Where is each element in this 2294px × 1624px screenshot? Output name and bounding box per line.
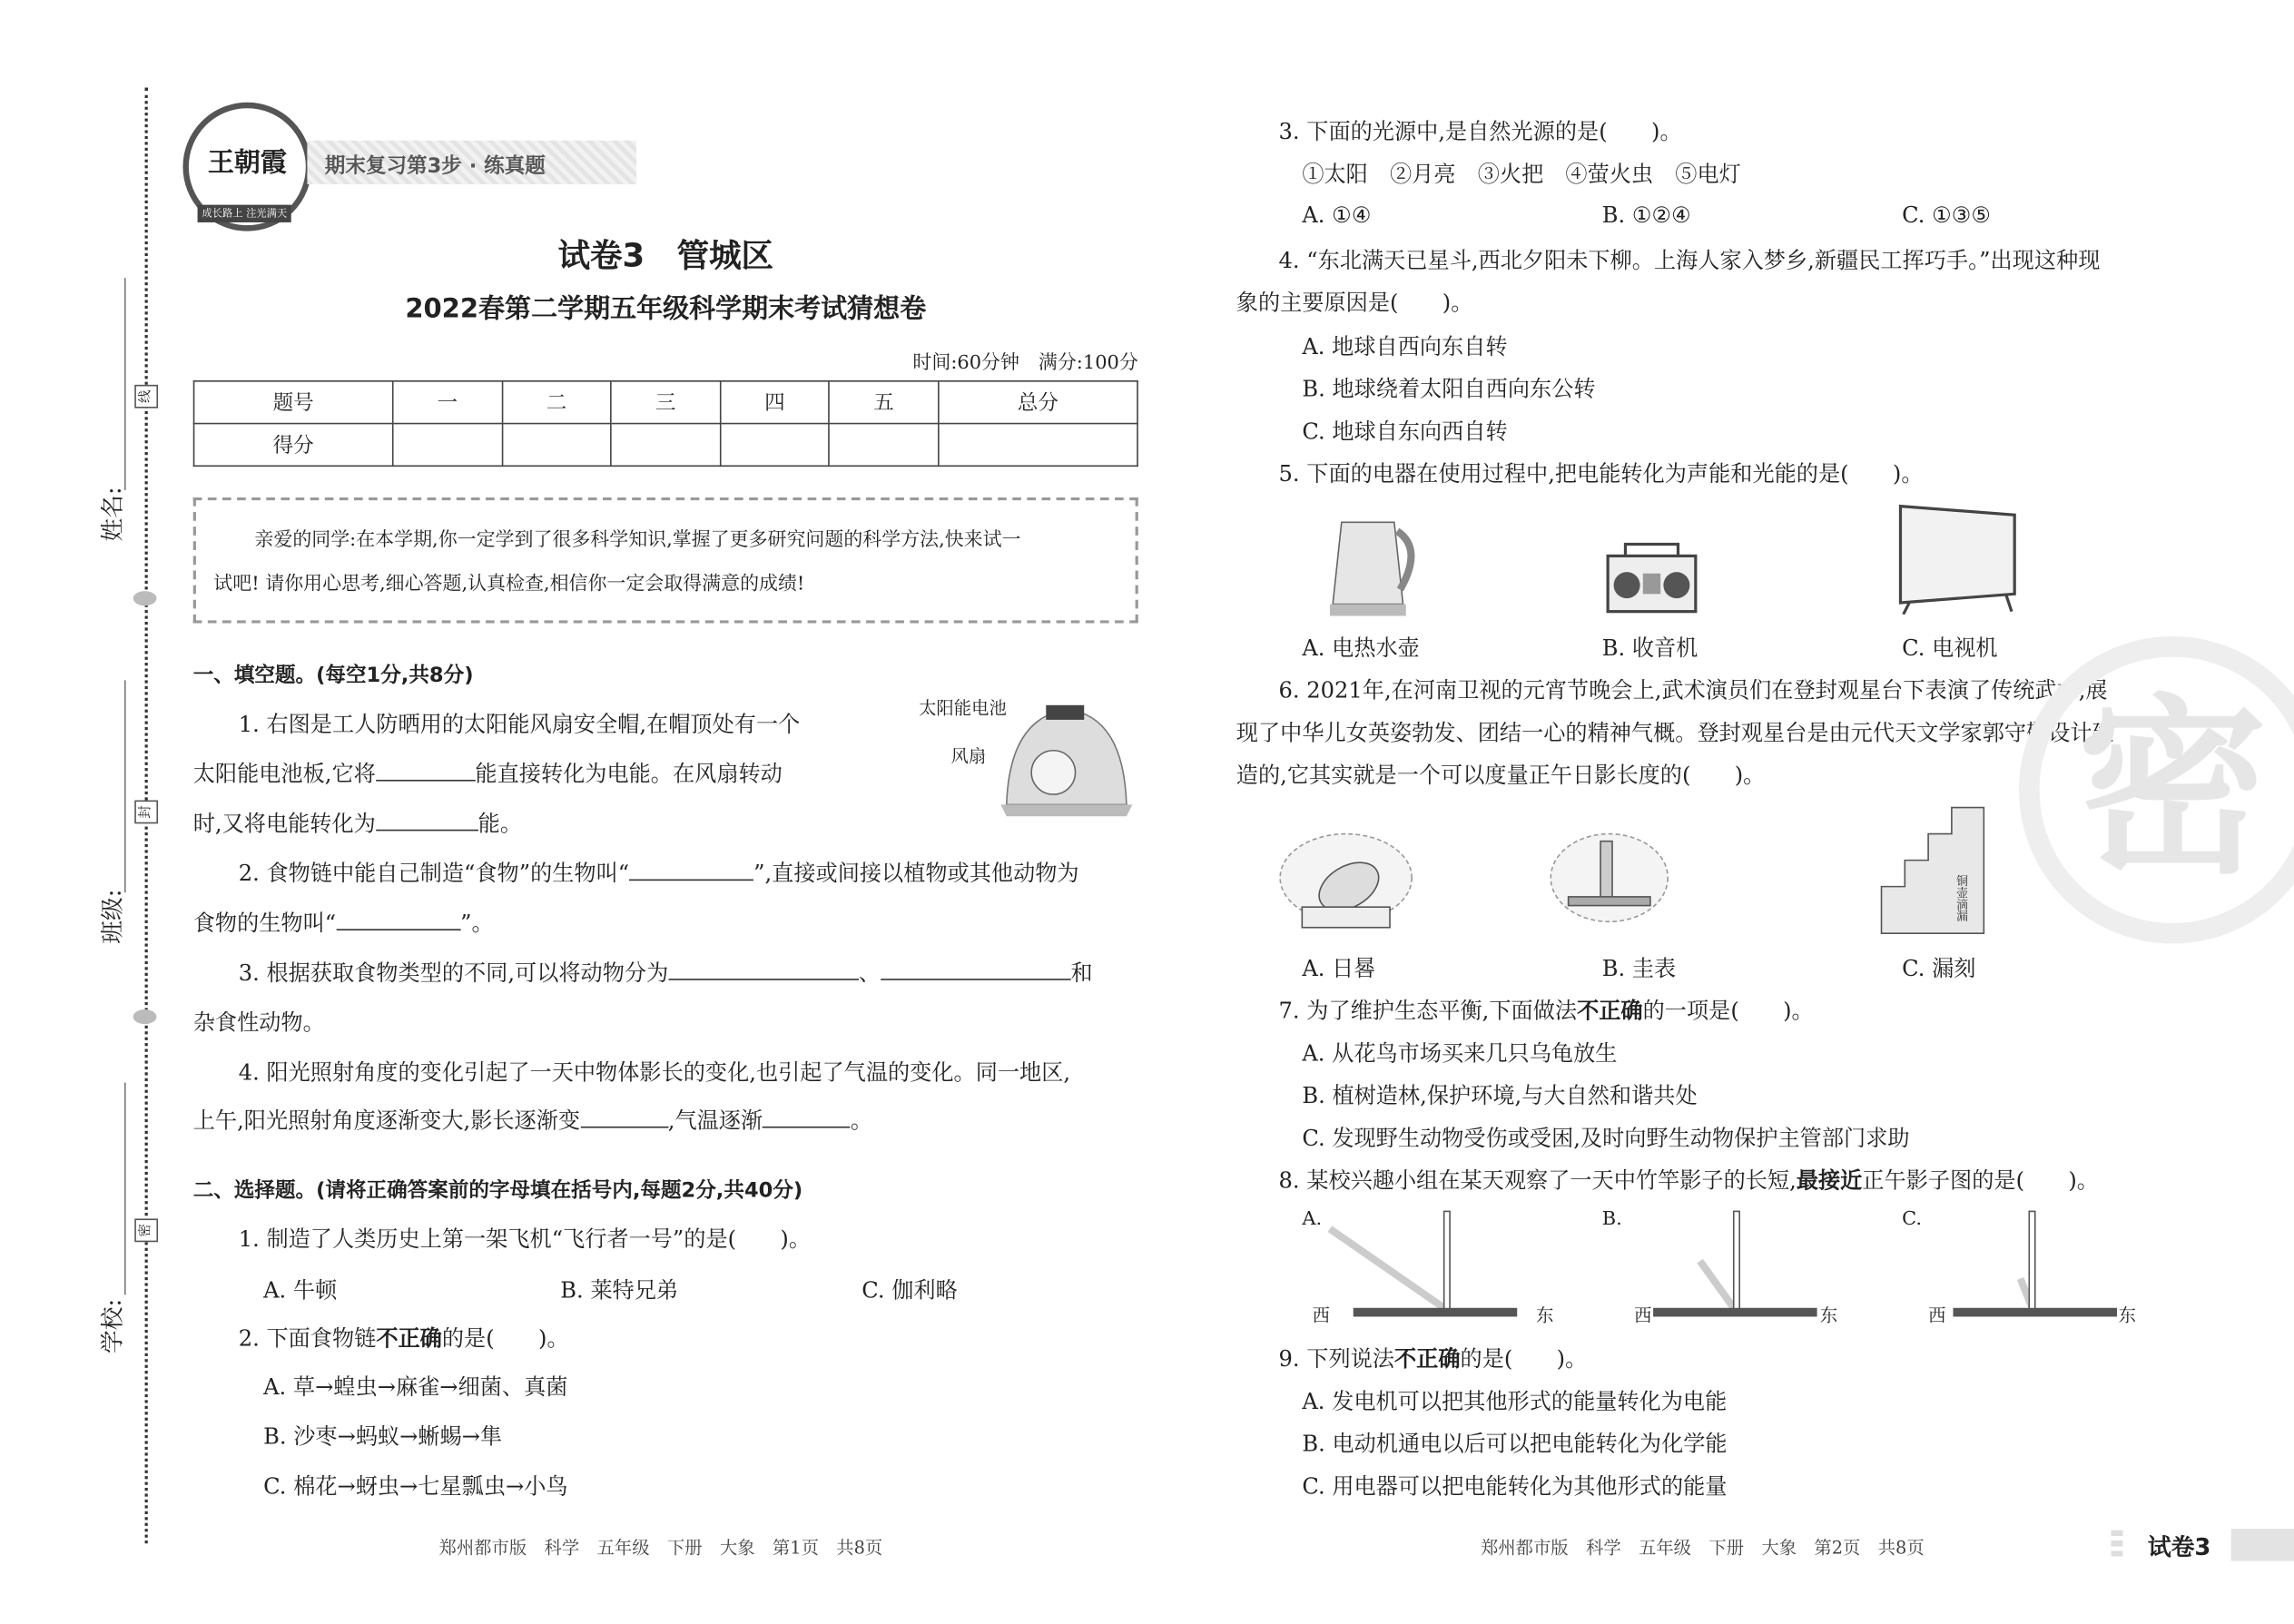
kettle-image	[1324, 505, 1426, 619]
tv-image	[1892, 500, 2023, 615]
text: 和	[1070, 960, 1093, 987]
shadow	[1330, 1229, 1444, 1308]
question-stem: 现了中华儿女英姿勃发、团结一心的精神气概。登封观星台是由元代天文学家郭守敬设计建	[1236, 719, 2114, 746]
exam-meta: 时间:60分钟 满分:100分	[912, 352, 1138, 375]
binding-mark: 密	[134, 1218, 158, 1242]
option[interactable]: B. 收音机	[1601, 635, 1698, 662]
text: 时,又将电能转化为	[192, 810, 376, 837]
notice-line: 试吧! 请你用心思考,细心答题,认真检查,相信你一定会取得满意的成绩!	[213, 573, 805, 595]
table-header: 题号	[194, 381, 393, 424]
binding-mark: 封	[134, 801, 158, 824]
option[interactable]: A. 牛顿	[263, 1276, 338, 1304]
west-label: 西	[1312, 1304, 1330, 1326]
text: 2. 食物链中能自己制造“食物”的生物叫“	[238, 860, 630, 887]
page-tab: 试卷3	[2147, 1532, 2211, 1561]
text: 8. 某校兴趣小组在某天观察了一天中竹竿影子的长短,	[1278, 1167, 1797, 1195]
answer-blank[interactable]	[336, 911, 460, 930]
option[interactable]: B. 沙枣→蚂蚁→蜥蜴→隼	[263, 1423, 503, 1451]
shadow-diagram-a	[1309, 1208, 1558, 1328]
question-stem: 造的,它其实就是一个可以度量正午日影长度的( )。	[1236, 762, 1766, 789]
tab-decoration	[2112, 1530, 2123, 1560]
answer-blank[interactable]	[881, 961, 1071, 980]
text: 、	[858, 960, 881, 987]
east-label: 东	[1819, 1304, 1838, 1326]
table-header: 一	[393, 381, 502, 424]
option[interactable]: C.	[1902, 1208, 1923, 1231]
section-heading: 一、填空题。(每空1分,共8分)	[192, 664, 474, 688]
option[interactable]: C. 电视机	[1902, 635, 1998, 662]
watermark-text: 密	[2077, 675, 2268, 901]
radio-image	[1605, 541, 1698, 615]
class-label: 班级:	[98, 889, 126, 944]
emphasis: 不正确	[376, 1325, 442, 1353]
text: ”,直接或间接以植物或其他动物为	[753, 860, 1079, 887]
score-cell[interactable]	[830, 424, 939, 467]
text: 。	[850, 1107, 873, 1134]
page-title: 试卷3 管城区	[557, 238, 773, 275]
page-subtitle: 2022春第二学期五年级科学期末考试猜想卷	[405, 293, 927, 325]
option[interactable]: C. 伽利略	[861, 1276, 958, 1304]
class-line	[124, 680, 126, 892]
row-label: 得分	[194, 424, 393, 467]
text: 上午,阳光照射角度逐渐变大,影长逐渐变	[192, 1107, 581, 1134]
logo-motto: 成长路上 注光满天	[198, 205, 292, 222]
footer-right: 郑州都市版 科学 五年级 下册 大象 第2页 共8页	[1480, 1537, 1925, 1559]
logo-text: 王朝霞	[207, 147, 287, 179]
option[interactable]: B. 莱特兄弟	[560, 1276, 679, 1304]
label-fan: 风扇	[950, 745, 987, 767]
question-items: ①太阳 ②月亮 ③火把 ④萤火虫 ⑤电灯	[1302, 161, 1741, 188]
banner-text: 期末复习第3步 · 练真题	[324, 154, 546, 179]
binding-mark: 线	[134, 385, 158, 408]
text: 的是( )。	[441, 1325, 569, 1353]
answer-blank[interactable]	[763, 1109, 851, 1128]
name-label: 姓名:	[98, 487, 126, 542]
question-text: 4. 阳光照射角度的变化引起了一天中物体影长的变化,也引起了气温的变化。同一地区,	[238, 1058, 1071, 1086]
option[interactable]: B. 圭表	[1601, 955, 1677, 982]
gnomon-image	[1548, 827, 1672, 930]
score-table	[193, 380, 1138, 467]
tab-bar	[2231, 1529, 2294, 1560]
option[interactable]: A. 日晷	[1302, 955, 1376, 982]
text: 的是( )。	[1460, 1345, 1588, 1373]
option[interactable]: C. ①③⑤	[1902, 202, 1992, 229]
score-cell[interactable]	[611, 424, 720, 467]
option[interactable]: B. 电动机通电以后可以把电能转化为化学能	[1302, 1431, 1728, 1458]
option[interactable]: A.	[1302, 1208, 1323, 1231]
answer-blank[interactable]	[629, 861, 753, 881]
school-label: 学校:	[98, 1298, 126, 1354]
answer-blank[interactable]	[580, 1109, 668, 1128]
text: 食物的生物叫“	[192, 910, 337, 937]
question-stem: 6. 2021年,在河南卫视的元宵节晚会上,武术演员们在登封观星台下表演了传统武术,展	[1278, 677, 2108, 704]
shadow	[1700, 1261, 1734, 1308]
option[interactable]: C. 漏刻	[1902, 955, 1976, 982]
answer-blank[interactable]	[376, 812, 478, 831]
question-text: 1. 右图是工人防晒用的太阳能风扇安全帽,在帽顶处有一个	[238, 711, 801, 738]
label-solar-panel: 太阳能电池	[919, 697, 1007, 719]
text: 9. 下列说法	[1278, 1345, 1395, 1373]
west-label: 西	[1928, 1304, 1946, 1326]
east-label: 东	[2118, 1304, 2136, 1326]
question-text: 杂食性动物。	[192, 1009, 325, 1037]
option[interactable]: A. 从花鸟市场买来几只乌龟放生	[1302, 1039, 1618, 1067]
emphasis: 最接近	[1796, 1167, 1863, 1195]
notice-line: 亲爱的同学:在本学期,你一定学到了很多科学知识,掌握了更多研究问题的科学方法,快来试一	[254, 529, 1021, 552]
emphasis: 不正确	[1577, 998, 1643, 1025]
west-label: 西	[1634, 1304, 1652, 1326]
east-label: 东	[1536, 1304, 1554, 1326]
question-text	[193, 1105, 872, 1136]
option[interactable]: A. 发电机可以把其他形式的能量转化为电能	[1302, 1388, 1728, 1415]
question-stem: 4. “东北满天已星斗,西北夕阳未下柳。上海人家入梦乡,新疆民工挥巧手。”出现这种现	[1278, 247, 2101, 274]
answer-blank[interactable]	[376, 763, 476, 782]
question-stem	[1279, 1165, 2099, 1196]
question-stem	[1279, 995, 1814, 1026]
footer-left: 郑州都市版 科学 五年级 下册 大象 第1页 共8页	[438, 1537, 883, 1559]
emphasis: 不正确	[1394, 1345, 1461, 1373]
option[interactable]: C. 地球自东向西自转	[1302, 418, 1508, 445]
option[interactable]: A. 地球自西向东自转	[1302, 333, 1508, 360]
table-header: 三	[611, 381, 720, 424]
option[interactable]: C. 棉花→蚜虫→七星瓢虫→小鸟	[263, 1472, 568, 1500]
option[interactable]: B. 植树造林,保护环境,与大自然和谐共处	[1302, 1082, 1698, 1109]
question-stem: 1. 制造了人类历史上第一架飞机“飞行者一号”的是( )。	[238, 1225, 812, 1253]
question-text	[239, 957, 1093, 988]
text: 太阳能电池板,它将	[192, 761, 376, 788]
text: 能直接转化为电能。在风扇转动	[475, 761, 783, 788]
table-header: 四	[720, 381, 829, 424]
question-stem	[1279, 1343, 1588, 1373]
question-text	[193, 907, 494, 938]
option[interactable]: B. ①②④	[1601, 202, 1691, 229]
question-stem: 象的主要原因是( )。	[1236, 290, 1473, 317]
water-clock-image	[1876, 802, 1993, 936]
option[interactable]: C. 发现野生动物受伤或受困,及时向野生动物保护主管部门求助	[1302, 1125, 1910, 1152]
sundial-image	[1275, 822, 1414, 940]
question-stem: 3. 下面的光源中,是自然光源的是( )。	[1278, 118, 1682, 145]
text: ”。	[460, 910, 494, 937]
score-cell[interactable]	[720, 424, 829, 467]
text: 正午影子图的是( )。	[1862, 1167, 2099, 1195]
school-line	[124, 1083, 126, 1295]
option[interactable]: B. 地球绕着太阳自西向东公转	[1302, 376, 1596, 403]
table-row	[194, 381, 1137, 424]
option[interactable]: C. 用电器可以把电能转化为其他形式的能量	[1302, 1472, 1728, 1500]
question-stem	[239, 1323, 569, 1353]
score-cell[interactable]	[502, 424, 611, 467]
answer-blank[interactable]	[668, 961, 859, 980]
text: 3. 根据获取食物类型的不同,可以将动物分为	[238, 960, 669, 987]
text: 能。	[478, 810, 523, 837]
option[interactable]: A. ①④	[1302, 202, 1372, 229]
text: 7. 为了维护生态平衡,下面做法	[1278, 998, 1578, 1025]
option[interactable]: A. 电热水壶	[1302, 635, 1420, 662]
table-header: 总分	[939, 381, 1137, 424]
question-text	[193, 758, 783, 789]
text: ,气温逐渐	[667, 1107, 763, 1134]
text: 的一项是( )。	[1642, 998, 1814, 1025]
table-header: 五	[830, 381, 939, 424]
table-header: 二	[502, 381, 611, 424]
helmet-image	[995, 687, 1134, 826]
option[interactable]: A. 草→蝗虫→麻雀→细菌、真菌	[263, 1373, 568, 1401]
notice-box	[193, 497, 1138, 624]
text: 2. 下面食物链	[238, 1325, 377, 1353]
question-text	[193, 808, 522, 839]
binding-ornament-icon	[133, 1009, 157, 1024]
score-cell[interactable]	[393, 424, 502, 467]
question-text	[239, 857, 1079, 888]
option[interactable]: B.	[1601, 1208, 1622, 1231]
binding-ornament-icon	[133, 591, 157, 605]
table-row	[194, 424, 1137, 467]
score-cell[interactable]	[939, 424, 1137, 467]
water-clock-label: 铜壶滴漏	[1954, 874, 1968, 922]
question-stem: 5. 下面的电器在使用过程中,把电能转化为声能和光能的是( )。	[1278, 460, 1924, 487]
section-heading: 二、选择题。(请将正确答案前的字母填在括号内,每题2分,共40分)	[192, 1178, 803, 1203]
